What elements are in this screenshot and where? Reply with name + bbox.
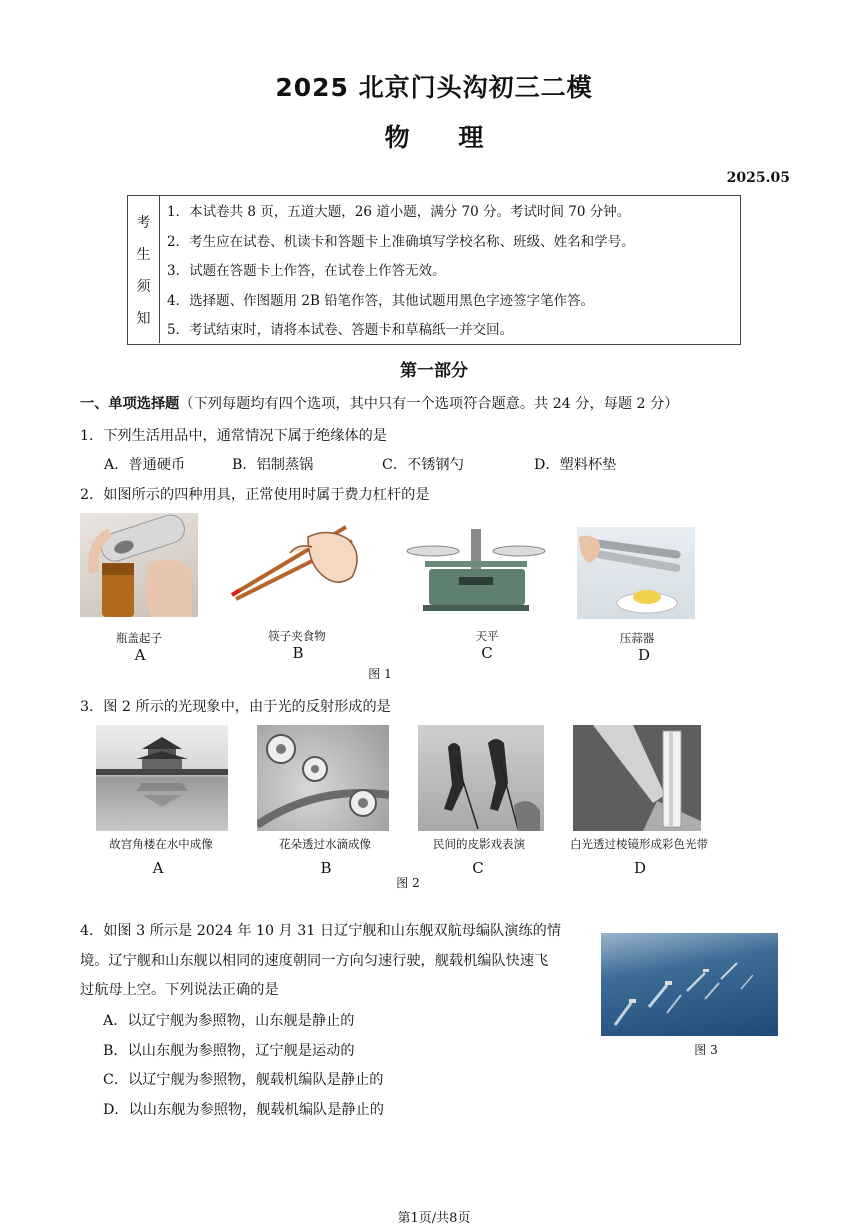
corner-tower-image — [96, 725, 228, 831]
q2-caption-c: 天平 — [475, 629, 499, 643]
q2-letter-b[interactable]: B — [292, 644, 304, 662]
q2-stem: 2．如图所示的四种用具，正常使用时属于费力杠杆的是 — [80, 487, 430, 503]
q3-caption-d: 白光透过棱镜形成彩色光带 — [570, 837, 708, 851]
bottle-opener-image — [80, 513, 198, 617]
q3-letter-d[interactable]: D — [633, 859, 647, 877]
exam-title: 2025 北京门头沟初三二模 — [275, 73, 593, 102]
q3-letter-b[interactable]: B — [320, 859, 332, 877]
q3-letter-a[interactable]: A — [152, 859, 164, 877]
page-footer: 第1页/共8页 — [397, 1211, 471, 1226]
q1-option-b[interactable]: B．铝制蒸锅 — [232, 457, 314, 473]
q1-stem: 1．下列生活用品中，通常情况下属于绝缘体的是 — [80, 428, 387, 444]
q4-option-c[interactable]: C．以辽宁舰为参照物，舰载机编队是静止的 — [103, 1072, 384, 1088]
notice-item: 1．本试卷共 8 页，五道大题，26 道小题，满分 70 分。考试时间 70 分钟。 — [167, 204, 631, 220]
q2-letter-d[interactable]: D — [637, 646, 651, 664]
q3-caption-b: 花朵透过水滴成像 — [279, 837, 371, 851]
ships-icon — [601, 933, 778, 1036]
section-instruction: （下列每题均有四个选项，其中只有一个选项符合题意。共 24 分，每题 2 分） — [179, 396, 679, 412]
section-heading: 一、单项选择题 — [80, 396, 180, 412]
q4-stem-line: 境。辽宁舰和山东舰以相同的速度朝同一方向匀速行驶，舰载机编队快速飞 — [80, 953, 549, 969]
garlic-press-image — [577, 527, 695, 619]
q2-caption-d: 压蒜器 — [619, 631, 655, 645]
q4-option-b[interactable]: B．以山东舰为参照物，辽宁舰是运动的 — [103, 1043, 355, 1059]
corner-tower-icon — [96, 725, 228, 831]
carrier-formation-image — [601, 933, 778, 1036]
q4-stem-line: 过航母上空。下列说法正确的是 — [80, 982, 279, 998]
notice-items — [167, 198, 635, 346]
notice-label-char: 考 — [136, 214, 151, 231]
figure-1-label: 图 1 — [368, 667, 392, 681]
q4-option-a[interactable]: A．以辽宁舰为参照物，山东舰是静止的 — [103, 1013, 355, 1029]
figure-3-label: 图 3 — [694, 1043, 718, 1057]
q1-option-a[interactable]: A．普通硬币 — [104, 457, 186, 473]
water-drop-image — [257, 725, 389, 831]
shadow-play-image — [418, 725, 544, 831]
exam-date: 2025.05 — [726, 170, 790, 186]
q4-stem-line: 4．如图 3 所示是 2024 年 10 月 31 日辽宁舰和山东舰双航母编队演练的情 — [80, 923, 562, 939]
q4-option-d[interactable]: D．以山东舰为参照物，舰载机编队是静止的 — [103, 1102, 384, 1118]
shadow-puppet-icon — [418, 725, 544, 831]
balance-scale-icon — [405, 525, 547, 613]
notice-box — [127, 195, 741, 345]
section-heading-line — [80, 393, 678, 413]
q2-letter-c[interactable]: C — [481, 644, 493, 662]
subject-title: 物 理 — [384, 123, 484, 152]
notice-item: 3．试题在答题卡上作答，在试卷上作答无效。 — [167, 263, 446, 279]
q3-caption-a: 故宫角楼在水中成像 — [109, 837, 213, 851]
figure-2-label: 图 2 — [396, 876, 420, 890]
water-drop-icon — [257, 725, 389, 831]
q3-letter-c[interactable]: C — [472, 859, 484, 877]
notice-label-char: 知 — [136, 310, 151, 327]
prism-image — [573, 725, 701, 831]
q1-option-c[interactable]: C．不锈钢勺 — [382, 457, 464, 473]
q1-option-d[interactable]: D．塑料杯垫 — [534, 457, 617, 473]
notice-label-char: 须 — [136, 278, 151, 295]
q2-caption-b: 筷子夹食物 — [268, 629, 326, 643]
garlic-press-icon — [577, 527, 695, 619]
notice-item: 4．选择题、作图题用 2B 铅笔作答，其他试题用黑色字迹签字笔作答。 — [167, 292, 595, 309]
notice-label — [128, 196, 160, 343]
bottle-opener-icon — [80, 513, 198, 617]
q3-stem: 3．图 2 所示的光现象中，由于光的反射形成的是 — [80, 699, 391, 715]
q3-caption-c: 民间的皮影戏表演 — [433, 837, 525, 851]
q2-caption-a: 瓶盖起子 — [116, 631, 162, 645]
chopsticks-icon — [228, 517, 366, 601]
chopsticks-image — [228, 517, 366, 601]
q2-letter-a[interactable]: A — [134, 646, 146, 664]
balance-scale-image — [405, 525, 547, 613]
prism-icon — [573, 725, 701, 831]
part-title: 第一部分 — [400, 361, 468, 381]
notice-item: 2．考生应在试卷、机读卡和答题卡上准确填写学校名称、班级、姓名和学号。 — [167, 233, 635, 250]
notice-label-char: 生 — [136, 246, 151, 263]
notice-item: 5．考试结束时，请将本试卷、答题卡和草稿纸一并交回。 — [167, 322, 514, 338]
